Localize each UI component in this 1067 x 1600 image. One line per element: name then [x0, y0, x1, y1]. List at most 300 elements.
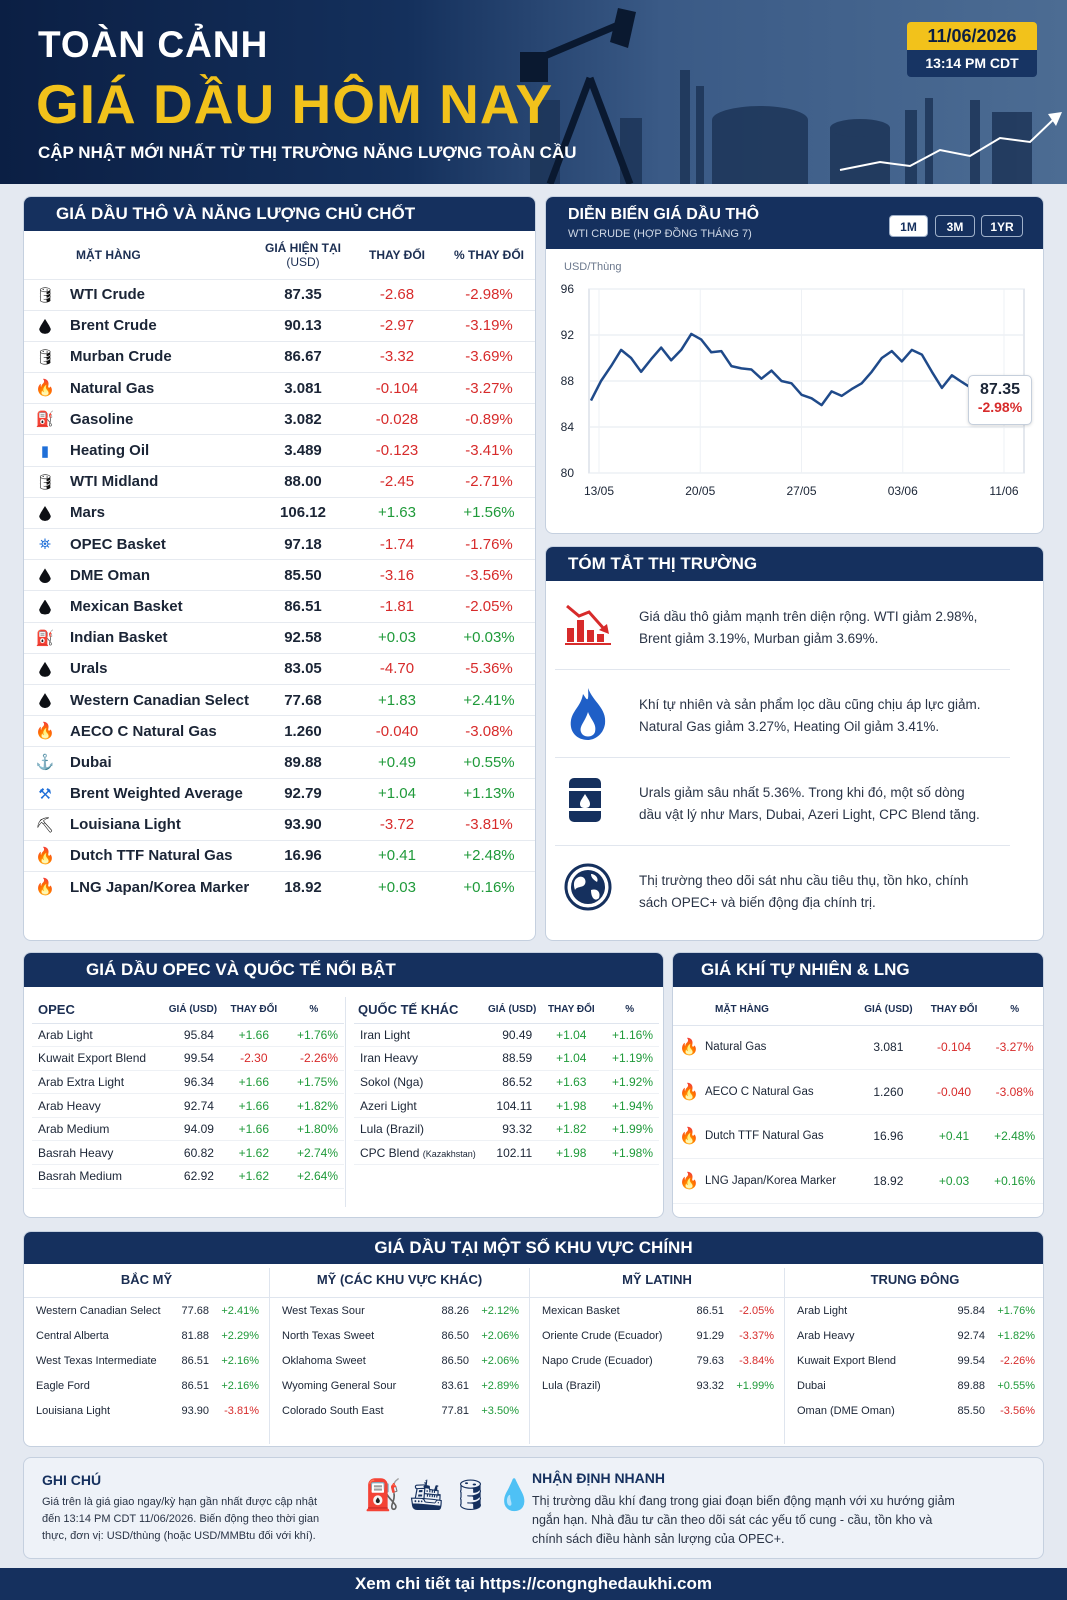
row-price: 92.74	[957, 1329, 985, 1342]
opec-table	[32, 997, 344, 1189]
row-price: 86.52	[482, 1070, 542, 1094]
table-row	[24, 653, 535, 684]
row-name: LNG Japan/Korea Marker	[705, 1159, 855, 1204]
table-row	[354, 1094, 659, 1118]
table-row	[24, 373, 535, 404]
item-name: Urals	[66, 653, 255, 684]
gas-col-price: GIÁ (USD)	[855, 995, 922, 1025]
intl-col-name: QUỐC TẾ KHÁC	[354, 997, 482, 1023]
gas-col-change: THAY ĐỔI	[922, 995, 987, 1025]
table-row	[32, 1165, 344, 1189]
row-pct: +2.06%	[481, 1354, 519, 1367]
row-pct: +0.16%	[986, 1159, 1043, 1204]
row-name: Oriente Crude (Ecuador)	[542, 1329, 663, 1342]
item-change: -1.81	[351, 591, 443, 622]
row-change: +1.62	[224, 1141, 284, 1165]
row-price: 18.92	[855, 1159, 922, 1204]
item-price: 97.18	[255, 529, 351, 560]
crude-price-chart-panel	[545, 196, 1044, 534]
row-pct: +2.16%	[221, 1354, 259, 1367]
row-name: Lula (Brazil)	[354, 1117, 482, 1141]
table-row	[24, 1373, 269, 1398]
intl-col-change: THAY ĐỔI	[542, 997, 600, 1023]
table-row	[24, 716, 535, 747]
barrel-icon: 🛢	[24, 279, 66, 310]
row-change: +1.04	[542, 1023, 600, 1047]
y-tick-label: 88	[560, 374, 574, 388]
row-name: Kuwait Export Blend	[32, 1047, 162, 1071]
row-price: 60.82	[162, 1141, 224, 1165]
row-name: Natural Gas	[705, 1025, 855, 1070]
table-row	[270, 1398, 529, 1423]
table-row	[785, 1323, 1044, 1348]
oil-drop-icon	[24, 591, 66, 622]
item-price: 87.35	[255, 279, 351, 310]
row-name: Dubai	[797, 1379, 826, 1392]
item-name: Mars	[66, 497, 255, 528]
header-subtitle: CẬP NHẬT MỚI NHẤT TỪ THỊ TRƯỜNG NĂNG LƯỢNG TOÀN CẦU	[38, 143, 577, 162]
row-price: 92.74	[162, 1094, 224, 1118]
item-change: +1.63	[351, 497, 443, 528]
table-row	[24, 529, 535, 560]
row-pct: -3.84%	[739, 1354, 774, 1367]
region-table	[24, 1298, 269, 1423]
summary-item	[555, 758, 1010, 846]
table-row	[24, 684, 535, 715]
item-change: -2.45	[351, 466, 443, 497]
divider	[345, 997, 346, 1207]
item-name: OPEC Basket	[66, 529, 255, 560]
item-price: 3.489	[255, 435, 351, 466]
row-price: 95.84	[162, 1023, 224, 1047]
row-price: 99.54	[957, 1354, 985, 1367]
row-pct: -3.56%	[1000, 1404, 1035, 1417]
summary-text: Khí tự nhiên và sản phẩm lọc dầu cũng chịu áp lực giảm. Natural Gas giảm 3.27%, Heating Oil giảm 3.41%.	[639, 697, 981, 734]
item-price: 88.00	[255, 466, 351, 497]
row-pct: -3.37%	[739, 1329, 774, 1342]
time-badge: 13:14 PM CDT	[907, 50, 1037, 77]
table-row	[24, 840, 535, 871]
row-price: 81.88	[181, 1329, 209, 1342]
item-pct: -1.76%	[443, 529, 535, 560]
item-name: AECO C Natural Gas	[66, 716, 255, 747]
table-row	[32, 1117, 344, 1141]
row-pct: +1.99%	[736, 1379, 774, 1392]
item-pct: +0.16%	[443, 872, 535, 903]
table-row	[24, 279, 535, 310]
gas-flame-icon: 🔥	[24, 840, 66, 871]
item-pct: +0.55%	[443, 747, 535, 778]
x-tick-label: 20/05	[685, 484, 716, 498]
derrick-icon: ⛏	[24, 809, 66, 840]
item-name: Brent Weighted Average	[66, 778, 255, 809]
tab-1m[interactable]: 1M	[889, 215, 928, 237]
row-pct: +3.50%	[481, 1404, 519, 1417]
table-row	[530, 1348, 784, 1373]
row-pct: +1.99%	[600, 1117, 659, 1141]
row-pct: +2.41%	[221, 1304, 259, 1317]
col-header-change: THAY ĐỔI	[368, 247, 425, 262]
item-price: 3.082	[255, 404, 351, 435]
gas-panel-title: GIÁ KHÍ TỰ NHIÊN & LNG	[673, 953, 1043, 987]
row-pct: +1.16%	[600, 1023, 659, 1047]
row-pct: +1.92%	[600, 1070, 659, 1094]
opec-international-panel	[23, 952, 664, 1218]
notes-text: Giá trên là giá giao ngay/kỳ hạn gần nhất được cập nhật đến 13:14 PM CDT 11/06/2026. Biến động theo thời gian thực, đơn vị: USD/thùng (hoặc USD/MMBtu đối với khí).	[42, 1496, 320, 1542]
item-name: Indian Basket	[66, 622, 255, 653]
row-price: 85.50	[957, 1404, 985, 1417]
quick-view-text: Thị trường dầu khí đang trong giai đoạn biến động mạnh với xu hướng giảm ngắn hạn. Nhà đầu tư cần theo dõi sát các yếu tố cung - cầu, tồn kho và chính sách điều hành sản lượng của OPEC+.	[532, 1494, 955, 1546]
row-name: Wyoming General Sour	[282, 1379, 397, 1392]
table-row	[24, 1323, 269, 1348]
row-price: 95.84	[957, 1304, 985, 1317]
row-price: 62.92	[162, 1165, 224, 1189]
item-name: LNG Japan/Korea Marker	[66, 872, 255, 903]
summary-text: Thị trường theo dõi sát nhu cầu tiêu thụ, tồn hko, chính sách OPEC+ và biến động địa chính trị.	[639, 873, 969, 910]
x-tick-label: 27/05	[786, 484, 817, 498]
row-pct: -3.81%	[224, 1404, 259, 1417]
row-name: Lula (Brazil)	[542, 1379, 601, 1392]
row-name: West Texas Sour	[282, 1304, 365, 1317]
natural-gas-lng-panel	[672, 952, 1044, 1218]
row-change: +0.03	[922, 1159, 987, 1204]
item-change: -2.68	[351, 279, 443, 310]
region-name: MỸ (CÁC KHU VỰC KHÁC)	[270, 1268, 529, 1298]
x-tick-label: 11/06	[989, 484, 1019, 498]
row-price: 90.49	[482, 1023, 542, 1047]
region-name: BẮC MỸ	[24, 1268, 269, 1298]
row-pct: -3.27%	[986, 1025, 1043, 1070]
y-tick-label: 84	[560, 420, 574, 434]
row-price: 86.51	[181, 1354, 209, 1367]
tab-1yr[interactable]: 1YR	[981, 215, 1023, 237]
table-row	[24, 872, 535, 903]
table-row	[270, 1373, 529, 1398]
row-price: 102.11	[482, 1141, 542, 1165]
col-header-pct: % THAY ĐỔI	[453, 247, 525, 262]
oil-drop-icon	[24, 684, 66, 715]
col-header-price: GIÁ HIỆN TẠI (USD)	[264, 240, 341, 269]
row-change: +0.41	[922, 1114, 987, 1159]
row-change: +1.66	[224, 1023, 284, 1047]
table-row	[24, 497, 535, 528]
last-change: -2.98%	[977, 399, 1023, 415]
item-price: 86.67	[255, 341, 351, 372]
opec-col-pct: %	[284, 997, 344, 1023]
item-pct: -3.56%	[443, 560, 535, 591]
globe-icon	[563, 862, 613, 917]
oil-barrel-icon	[563, 774, 607, 831]
item-name: DME Oman	[66, 560, 255, 591]
table-row	[785, 1348, 1044, 1373]
table-row	[785, 1373, 1044, 1398]
storage-tank-icon: 🛢	[451, 1479, 496, 1512]
item-change: -0.040	[351, 716, 443, 747]
row-name: Dutch TTF Natural Gas	[705, 1114, 855, 1159]
row-name: Louisiana Light	[36, 1404, 111, 1417]
table-row	[530, 1298, 784, 1323]
item-change: -3.32	[351, 341, 443, 372]
item-name: Mexican Basket	[66, 591, 255, 622]
table-row	[32, 1141, 344, 1165]
region-table	[785, 1298, 1044, 1423]
table-row	[270, 1348, 529, 1373]
row-change: +1.62	[224, 1165, 284, 1189]
item-pct: -3.69%	[443, 341, 535, 372]
item-name: WTI Crude	[66, 279, 255, 310]
table-row	[354, 1070, 659, 1094]
item-name: Dubai	[66, 747, 255, 778]
gas-flame-icon: 🔥	[673, 1025, 705, 1070]
item-name: Heating Oil	[66, 435, 255, 466]
y-tick-label: 80	[560, 466, 574, 480]
opec-section	[32, 997, 344, 1189]
row-name: Central Alberta	[36, 1329, 109, 1342]
row-pct: +2.74%	[284, 1141, 344, 1165]
row-pct: +1.98%	[600, 1141, 659, 1165]
row-name: Eagle Ford	[36, 1379, 90, 1392]
item-price: 85.50	[255, 560, 351, 591]
summary-text: Giá dầu thô giảm mạnh trên diện rộng. WTI giảm 2.98%, Brent giảm 3.19%, Murban giảm 3.69%.	[639, 609, 978, 646]
row-name: Kuwait Export Blend	[797, 1354, 897, 1367]
table-row	[32, 1023, 344, 1047]
gas-flame-icon: 🔥	[24, 872, 66, 903]
item-price: 93.90	[255, 809, 351, 840]
region-name: TRUNG ĐÔNG	[785, 1268, 1044, 1298]
item-change: -3.16	[351, 560, 443, 591]
row-pct: +1.76%	[997, 1304, 1035, 1317]
row-pct: +1.82%	[284, 1094, 344, 1118]
header-title-line1: TOÀN CẢNH	[38, 24, 269, 65]
row-price: 94.09	[162, 1117, 224, 1141]
header-title-line2: GIÁ DẦU HÔM NAY	[36, 73, 554, 135]
row-price: 86.51	[696, 1304, 724, 1317]
panel-title: GIÁ DẦU THÔ VÀ NĂNG LƯỢNG CHỦ CHỐT	[24, 197, 535, 231]
table-row	[785, 1298, 1044, 1323]
row-price: 104.11	[482, 1094, 542, 1118]
row-price: 77.81	[441, 1404, 469, 1417]
gas-flame-icon: 🔥	[673, 1070, 705, 1115]
item-name: Murban Crude	[66, 341, 255, 372]
table-row	[24, 809, 535, 840]
item-pct: -2.98%	[443, 279, 535, 310]
item-change: +0.03	[351, 872, 443, 903]
region-name: MỸ LATINH	[530, 1268, 784, 1298]
oil-drop-icon	[24, 310, 66, 341]
item-pct: -3.27%	[443, 373, 535, 404]
intl-table	[354, 997, 659, 1165]
pumpjack-icon: ⚒	[24, 778, 66, 809]
table-row	[354, 1047, 659, 1071]
row-price: 89.88	[957, 1379, 985, 1392]
row-name: Sokol (Nga)	[354, 1070, 482, 1094]
key-energy-prices-table	[24, 231, 535, 903]
item-price: 86.51	[255, 591, 351, 622]
table-row	[673, 1114, 1043, 1159]
row-pct: +2.29%	[221, 1329, 259, 1342]
row-change: +1.82	[542, 1117, 600, 1141]
table-row	[530, 1373, 784, 1398]
item-pct: -5.36%	[443, 653, 535, 684]
item-change: -2.97	[351, 310, 443, 341]
gas-flame-icon: 🔥	[673, 1159, 705, 1204]
x-tick-label: 03/06	[887, 484, 918, 498]
table-row	[24, 747, 535, 778]
row-pct: +1.80%	[284, 1117, 344, 1141]
item-price: 90.13	[255, 310, 351, 341]
barrel-icon: 🛢	[24, 341, 66, 372]
col-header-item: MẶT HÀNG	[76, 247, 141, 262]
header-banner	[0, 0, 1067, 184]
item-pct: +1.56%	[443, 497, 535, 528]
item-price: 83.05	[255, 653, 351, 684]
row-name: Mexican Basket	[542, 1304, 620, 1317]
tab-3m[interactable]: 3M	[935, 215, 975, 237]
table-row	[673, 1070, 1043, 1115]
row-pct: +2.12%	[481, 1304, 519, 1317]
rig-icon: ⚓	[24, 747, 66, 778]
row-price: 96.34	[162, 1070, 224, 1094]
energy-icons	[364, 1478, 539, 1513]
row-price: 86.50	[441, 1354, 469, 1367]
notes-title: GHI CHÚ	[42, 1472, 102, 1488]
last-price: 87.35	[979, 381, 1021, 398]
item-change: +1.83	[351, 684, 443, 715]
item-name: Natural Gas	[66, 373, 255, 404]
item-pct: -3.41%	[443, 435, 535, 466]
regional-prices-panel	[23, 1231, 1044, 1447]
barrel-icon: 🛢	[24, 466, 66, 497]
table-row	[530, 1323, 784, 1348]
row-price: 86.50	[441, 1329, 469, 1342]
table-row	[24, 560, 535, 591]
row-pct: +1.19%	[600, 1047, 659, 1071]
item-pct: +2.48%	[443, 840, 535, 871]
gas-can-icon: ⛽	[24, 622, 66, 653]
row-name: Arab Extra Light	[32, 1070, 162, 1094]
gas-can-icon: ⛽	[24, 404, 66, 435]
summary-title: TÓM TẮT THỊ TRƯỜNG	[546, 547, 1043, 581]
row-price: 93.32	[696, 1379, 724, 1392]
row-change: -2.30	[224, 1047, 284, 1071]
region-table	[530, 1298, 784, 1398]
row-change: +1.98	[542, 1141, 600, 1165]
gas-col-name: MẶT HÀNG	[673, 995, 855, 1025]
item-price: 92.79	[255, 778, 351, 809]
table-row	[354, 1117, 659, 1141]
table-row	[354, 1023, 659, 1047]
table-row	[785, 1398, 1044, 1423]
item-change: +1.04	[351, 778, 443, 809]
table-row	[24, 466, 535, 497]
row-pct: +2.64%	[284, 1165, 344, 1189]
table-row	[24, 435, 535, 466]
item-name: Gasoline	[66, 404, 255, 435]
table-row	[32, 1070, 344, 1094]
row-price: 99.54	[162, 1047, 224, 1071]
row-price: 86.51	[181, 1379, 209, 1392]
row-price: 79.63	[696, 1354, 724, 1367]
item-change: +0.49	[351, 747, 443, 778]
row-name: Iran Light	[354, 1023, 482, 1047]
table-row	[354, 1141, 659, 1165]
notes-panel	[23, 1457, 1044, 1559]
region-column	[269, 1268, 529, 1444]
row-change: -0.040	[922, 1070, 987, 1115]
row-change: -0.104	[922, 1025, 987, 1070]
table-row	[32, 1094, 344, 1118]
oil-drop-icon	[24, 653, 66, 684]
row-name: Napo Crude (Ecuador)	[542, 1354, 653, 1367]
y-tick-label: 92	[560, 328, 574, 342]
item-price: 77.68	[255, 684, 351, 715]
table-row	[24, 1348, 269, 1373]
item-pct: +2.41%	[443, 684, 535, 715]
row-price: 88.26	[441, 1304, 469, 1317]
row-name: AECO C Natural Gas	[705, 1070, 855, 1115]
key-energy-prices-panel	[23, 196, 536, 941]
row-name: Iran Heavy	[354, 1047, 482, 1071]
chart-unit-label: USD/Thùng	[564, 261, 622, 273]
table-row	[673, 1159, 1043, 1204]
tanker-ship-icon: 🛳	[407, 1479, 452, 1512]
row-change: +1.98	[542, 1094, 600, 1118]
item-price: 106.12	[255, 497, 351, 528]
item-name: Western Canadian Select	[66, 684, 255, 715]
item-change: -1.74	[351, 529, 443, 560]
row-change: +1.63	[542, 1070, 600, 1094]
gas-col-pct: %	[986, 995, 1043, 1025]
item-pct: -2.05%	[443, 591, 535, 622]
intl-col-price: GIÁ (USD)	[482, 997, 542, 1023]
row-change: +1.04	[542, 1047, 600, 1071]
oil-drop-icon: 💧	[495, 1479, 539, 1512]
item-price: 18.92	[255, 872, 351, 903]
item-pct: -3.19%	[443, 310, 535, 341]
fuel-tank-icon: ▮	[24, 435, 66, 466]
item-price: 92.58	[255, 622, 351, 653]
row-name: CPC Blend (Kazakhstan)	[354, 1141, 482, 1165]
last-price-callout	[968, 375, 1032, 425]
row-name: West Texas Intermediate	[36, 1354, 157, 1367]
pumpjack-icon: ⛽	[364, 1479, 408, 1512]
row-name: Western Canadian Select	[36, 1304, 161, 1317]
y-tick-label: 96	[560, 282, 574, 296]
footer-link[interactable]: Xem chi tiết tại https://congnghedaukhi.com	[0, 1568, 1067, 1600]
chart-subtitle: WTI CRUDE (HỢP ĐỒNG THÁNG 7)	[568, 228, 752, 240]
table-row	[32, 1047, 344, 1071]
item-name: Louisiana Light	[66, 809, 255, 840]
item-pct: -3.08%	[443, 716, 535, 747]
item-change: -4.70	[351, 653, 443, 684]
row-pct: +2.16%	[221, 1379, 259, 1392]
row-pct: +2.89%	[481, 1379, 519, 1392]
row-name: North Texas Sweet	[282, 1329, 375, 1342]
summary-item	[555, 582, 1010, 670]
table-row	[24, 591, 535, 622]
opec-panel-title: GIÁ DẦU OPEC VÀ QUỐC TẾ NỔI BẬT	[24, 953, 663, 987]
row-price: 16.96	[855, 1114, 922, 1159]
opec-col-change: THAY ĐỔI	[224, 997, 284, 1023]
intl-section	[354, 997, 659, 1165]
region-column	[529, 1268, 784, 1444]
row-pct: +1.94%	[600, 1094, 659, 1118]
opec-col-price: GIÁ (USD)	[162, 997, 224, 1023]
row-change: +1.66	[224, 1070, 284, 1094]
item-price: 3.081	[255, 373, 351, 404]
row-name: Arab Light	[797, 1304, 848, 1317]
item-price: 1.260	[255, 716, 351, 747]
